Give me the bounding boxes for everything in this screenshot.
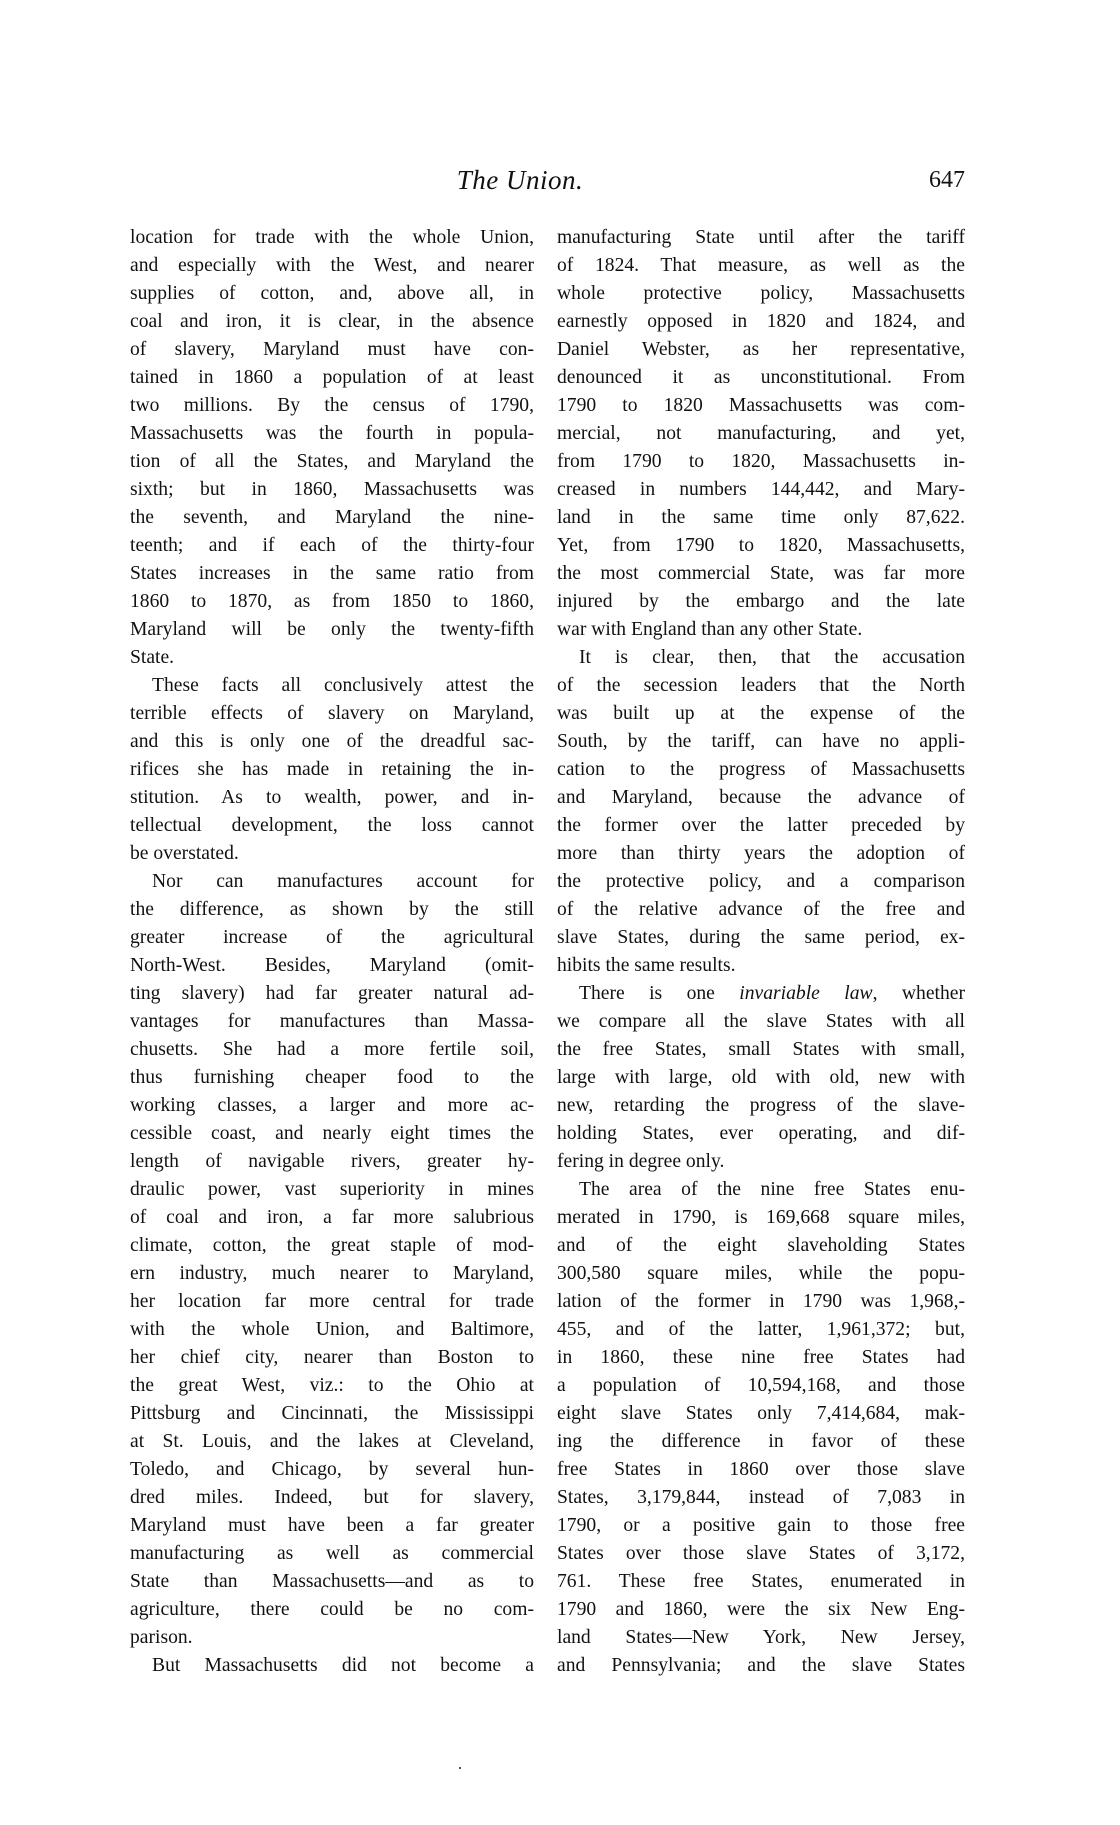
text-line: the seventh, and Maryland the nine- bbox=[130, 507, 534, 528]
emphasis-text: invariable law bbox=[739, 983, 873, 1004]
right-column bbox=[557, 224, 965, 1680]
text-line: the protective policy, and a comparison bbox=[557, 871, 965, 892]
text-line: hibits the same results. bbox=[557, 955, 736, 976]
text-line: we compare all the slave States with all bbox=[557, 1011, 965, 1032]
text-line: parison. bbox=[130, 1627, 193, 1648]
text-line: creased in numbers 144,442, and Mary- bbox=[557, 479, 965, 500]
text-line: whole protective policy, Massachusetts bbox=[557, 283, 965, 304]
text-line: The area of the nine free States enu- bbox=[579, 1179, 965, 1200]
text-segment: There is one bbox=[579, 983, 740, 1004]
text-line: coal and iron, it is clear, in the absence bbox=[130, 311, 534, 332]
text-line: her location far more central for trade bbox=[130, 1291, 534, 1312]
text-line: two millions. By the census of 1790, bbox=[130, 395, 534, 416]
text-line: It is clear, then, that the accusation bbox=[579, 647, 965, 668]
text-line: 1860 to 1870, as from 1850 to 1860, bbox=[130, 591, 534, 612]
text-line: land in the same time only 87,622. bbox=[557, 507, 965, 528]
text-line: length of navigable rivers, greater hy- bbox=[130, 1151, 534, 1172]
text-line: chusetts. She had a more fertile soil, bbox=[130, 1039, 534, 1060]
text-line: States over those slave States of 3,172, bbox=[557, 1543, 965, 1564]
text-line: was built up at the expense of the bbox=[557, 703, 965, 724]
left-column bbox=[130, 224, 534, 1680]
text-line: tion of all the States, and Maryland the bbox=[130, 451, 534, 472]
text-line: war with England than any other State. bbox=[557, 619, 863, 640]
text-line: teenth; and if each of the thirty-four bbox=[130, 535, 534, 556]
text-line: and of the eight slaveholding States bbox=[557, 1235, 965, 1256]
text-line: land States—New York, New Jersey, bbox=[557, 1627, 965, 1648]
text-line: and Maryland, because the advance of bbox=[557, 787, 965, 808]
text-line: of 1824. That measure, as well as the bbox=[557, 255, 965, 276]
text-line: new, retarding the progress of the slave- bbox=[557, 1095, 965, 1116]
text-line: These facts all conclusively attest the bbox=[152, 675, 534, 696]
text-line: injured by the embargo and the late bbox=[557, 591, 965, 612]
text-line: terrible effects of slavery on Maryland, bbox=[130, 703, 534, 724]
text-line: the most commercial State, was far more bbox=[557, 563, 965, 584]
text-line: 761. These free States, enumerated in bbox=[557, 1571, 965, 1592]
text-line: be overstated. bbox=[130, 843, 239, 864]
running-title: The Union. bbox=[456, 165, 584, 195]
text-line: Pittsburg and Cincinnati, the Mississippi bbox=[130, 1403, 534, 1424]
text-line: greater increase of the agricultural bbox=[130, 927, 534, 948]
text-line: earnestly opposed in 1820 and 1824, and bbox=[557, 311, 965, 332]
text-line: of coal and iron, a far more salubrious bbox=[130, 1207, 534, 1228]
text-line: at St. Louis, and the lakes at Cleveland, bbox=[130, 1431, 534, 1452]
text-line: more than thirty years the adoption of bbox=[557, 843, 965, 864]
text-line: lation of the former in 1790 was 1,968,- bbox=[557, 1291, 965, 1312]
text-line: 300,580 square miles, while the popu- bbox=[557, 1263, 965, 1284]
text-line: supplies of cotton, and, above all, in bbox=[130, 283, 534, 304]
text-line: holding States, ever operating, and dif- bbox=[557, 1123, 965, 1144]
text-line: sixth; but in 1860, Massachusetts was bbox=[130, 479, 534, 500]
text-line: merated in 1790, is 169,668 square miles, bbox=[557, 1207, 965, 1228]
text-line: of the secession leaders that the North bbox=[557, 675, 965, 696]
text-line: from 1790 to 1820, Massachusetts in- bbox=[557, 451, 965, 472]
text-line: Nor can manufactures account for bbox=[152, 871, 534, 892]
text-line: tained in 1860 a population of at least bbox=[130, 367, 534, 388]
text-line: eight slave States only 7,414,684, mak- bbox=[557, 1403, 965, 1424]
text-segment: , whether bbox=[872, 983, 965, 1004]
text-line: manufacturing as well as commercial bbox=[130, 1543, 534, 1564]
text-line: South, by the tariff, can have no appli- bbox=[557, 731, 965, 752]
text-line: fering in degree only. bbox=[557, 1151, 725, 1172]
scan-speck bbox=[459, 1767, 461, 1769]
text-line: North-West. Besides, Maryland (omit- bbox=[130, 955, 534, 976]
text-line: ing the difference in favor of these bbox=[557, 1431, 965, 1452]
text-line: climate, cotton, the great staple of mod- bbox=[130, 1235, 534, 1256]
text-line: Toledo, and Chicago, by several hun- bbox=[130, 1459, 534, 1480]
text-line: with the whole Union, and Baltimore, bbox=[130, 1319, 534, 1340]
text-line: Yet, from 1790 to 1820, Massachusetts, bbox=[557, 535, 965, 556]
text-line: tellectual development, the loss cannot bbox=[130, 815, 534, 836]
text-line: 1790 to 1820 Massachusetts was com- bbox=[557, 395, 965, 416]
text-line: the former over the latter preceded by bbox=[557, 815, 965, 836]
text-line: rifices she has made in retaining the in- bbox=[130, 759, 534, 780]
running-head bbox=[0, 160, 1120, 200]
text-line: Maryland must have been a far greater bbox=[130, 1515, 534, 1536]
text-line: Massachusetts was the fourth in popula- bbox=[130, 423, 534, 444]
text-line: stitution. As to wealth, power, and in- bbox=[130, 787, 534, 808]
text-line: denounced it as unconstitutional. From bbox=[557, 367, 965, 388]
text-line: vantages for manufactures than Massa- bbox=[130, 1011, 534, 1032]
text-line: slave States, during the same period, ex- bbox=[557, 927, 965, 948]
text-line: large with large, old with old, new with bbox=[557, 1067, 965, 1088]
text-line: of the relative advance of the free and bbox=[557, 899, 965, 920]
text-line: the difference, as shown by the still bbox=[130, 899, 534, 920]
text-line: and Pennsylvania; and the slave States bbox=[557, 1655, 965, 1676]
text-line: 455, and of the latter, 1,961,372; but, bbox=[557, 1319, 965, 1340]
text-line: and this is only one of the dreadful sac- bbox=[130, 731, 534, 752]
text-line: her chief city, nearer than Boston to bbox=[130, 1347, 534, 1368]
text-line: thus furnishing cheaper food to the bbox=[130, 1067, 534, 1088]
text-line: the free States, small States with small, bbox=[557, 1039, 965, 1060]
text-line: But Massachusetts did not become a bbox=[152, 1655, 534, 1676]
text-line: and especially with the West, and nearer bbox=[130, 255, 534, 276]
text-line: cation to the progress of Massachusetts bbox=[557, 759, 965, 780]
text-line: working classes, a larger and more ac- bbox=[130, 1095, 534, 1116]
text-line: manufacturing State until after the tariff bbox=[557, 227, 965, 248]
text-line: State. bbox=[130, 647, 175, 668]
text-line: 1790 and 1860, were the six New Eng- bbox=[557, 1599, 965, 1620]
text-line: mercial, not manufacturing, and yet, bbox=[557, 423, 965, 444]
text-line: cessible coast, and nearly eight times the bbox=[130, 1123, 534, 1144]
text-line: dred miles. Indeed, but for slavery, bbox=[130, 1487, 534, 1508]
text-line: Maryland will be only the twenty-fifth bbox=[130, 619, 534, 640]
text-line: States increases in the same ratio from bbox=[130, 563, 534, 584]
text-line: ting slavery) had far greater natural ad- bbox=[130, 983, 534, 1004]
text-line: in 1860, these nine free States had bbox=[557, 1347, 965, 1368]
text-line: States, 3,179,844, instead of 7,083 in bbox=[557, 1487, 965, 1508]
text-line: agriculture, there could be no com- bbox=[130, 1599, 534, 1620]
text-line bbox=[557, 980, 965, 1008]
text-line: free States in 1860 over those slave bbox=[557, 1459, 965, 1480]
text-line: of slavery, Maryland must have con- bbox=[130, 339, 534, 360]
text-line: 1790, or a positive gain to those free bbox=[557, 1515, 965, 1536]
text-line: the great West, viz.: to the Ohio at bbox=[130, 1375, 534, 1396]
text-line: draulic power, vast superiority in mines bbox=[130, 1179, 534, 1200]
text-line: Daniel Webster, as her representative, bbox=[557, 339, 965, 360]
text-line: location for trade with the whole Union, bbox=[130, 227, 534, 248]
text-line: ern industry, much nearer to Maryland, bbox=[130, 1263, 534, 1284]
page-number: 647 bbox=[929, 167, 965, 193]
text-line: a population of 10,594,168, and those bbox=[557, 1375, 965, 1396]
text-line: State than Massachusetts—and as to bbox=[130, 1571, 534, 1592]
